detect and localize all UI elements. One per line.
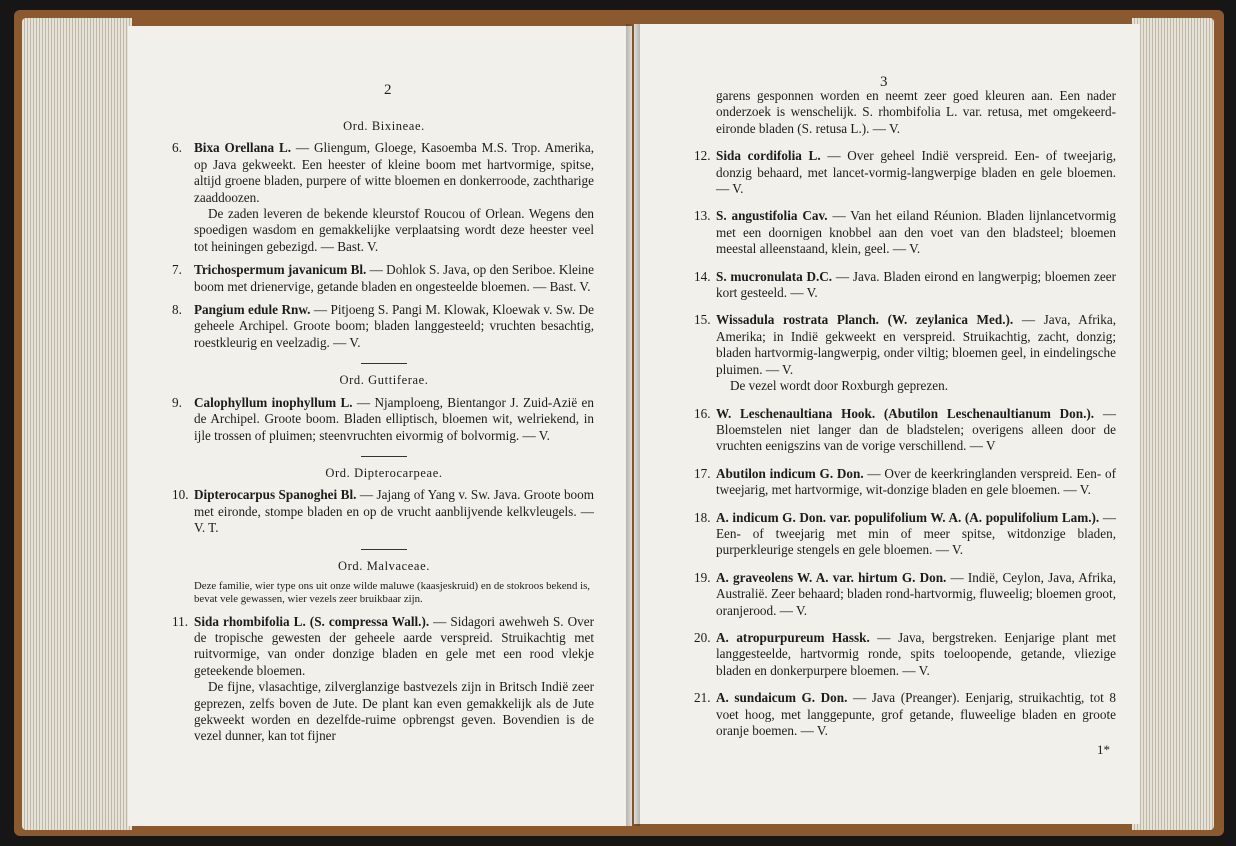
family-note: Deze familie, wier type ons uit onze wilde maluwe (kaasjeskruid) en de stokroos bekend is, bevat vele gewassen, wier vezels zeer bruikbaar zijn. [194, 579, 590, 605]
species-entry [696, 630, 1116, 679]
right-page [634, 24, 1140, 824]
species-entry [696, 148, 1116, 197]
species-name: A. indicum G. Don. var. populifolium W. A. (A. populifolium Lam.). [716, 509, 1100, 525]
order-heading: Ord. Guttiferae. [339, 373, 429, 388]
species-entry [174, 395, 594, 444]
right-entries [696, 148, 1116, 739]
entry-text: — Over geheel Indië verspreid. Een- of tweejarig, donzig behaard, met lancet-vormig-langwerpige bladen en gele bloemen. — V. [716, 148, 1116, 197]
species-name: Bixa Orellana L. [194, 140, 292, 156]
species-name: Wissadula rostrata Planch. (W. zeylanica Med.). [716, 312, 1014, 328]
species-entry [174, 487, 594, 536]
entry-text: — Sidagori awehweh S. Over de tropische gewesten der geheele aarde verspreid. Struikachtig met ruitvormige, van onder donzige bladen en gele met een rood vlekje geteekende bloemen. [194, 613, 594, 678]
entry-text: — Java (Preanger). Eenjarig, struikachtig, tot 8 voet hoog, met langgepunte, grof getande, fluweelige bladen en groote oranje boemen. — V. [716, 690, 1116, 738]
species-entry [696, 570, 1116, 619]
species-name: Abutilon indicum G. Don. [716, 465, 864, 481]
order-heading: Ord. Malvaceae. [338, 558, 430, 573]
entry-text: — Java. Bladen eirond en langwerpig; bloemen zeer kort gesteeld. — V. [716, 268, 1116, 301]
entry-number: 13. [694, 208, 711, 224]
page-edges-left [22, 18, 132, 830]
left-page-content [174, 116, 594, 752]
species-name: S. mucronulata D.C. [716, 268, 833, 284]
entry-text: — Indië, Ceylon, Java, Afrika, Australië. Zeer behaard; bladen rond-hartvormig, fluweelig; bloemen groot, oranjerood. — V. [716, 569, 1116, 618]
page-number-left: 2 [384, 82, 392, 98]
entry-text: — Bloemstelen niet langer dan de bladstelen; overigens alleen door de vruchten eenigszins van de vorige verschillend. — V [716, 405, 1116, 454]
entry-text: — Pitjoeng S. Pangi M. Klowak, Kloewak v. Sw. De geheele Archipel. Groote boom; bladen langgesteeld; vruchten besachtig, roestkleurig en veelzadig. — V. [194, 302, 595, 350]
entry-paragraph: De fijne, vlasachtige, zilverglanzige bastvezels zijn in Britsch Indië zeer geprezen, zelfs boven de Jute. De plant kan even gemakkelijk als de Jute gekweekt worden en dezelfde-ruime opbrengst geven. Bovendien is de vezel dunner, kan tot fijner [194, 679, 594, 744]
species-name: Sida cordifolia L. [716, 148, 821, 164]
section-divider [361, 456, 407, 457]
entry-number: 9. [172, 394, 182, 410]
page-edges-right [1132, 18, 1214, 830]
entry-number: 16. [694, 405, 711, 421]
species-entry [174, 262, 594, 295]
section-divider [361, 549, 407, 550]
entry-text: — Een- of tweejarig met min of meer spitse, witdonzige bladen, purperkleurige stengels en gele bloemen. — V. [716, 509, 1117, 558]
species-name: A. sundaicum G. Don. [716, 690, 848, 706]
entry-paragraph: De zaden leveren de bekende kleurstof Roucou of Orlean. Wegens den spoedigen wasdom en gemakkelijke verplaatsing wordt deze heester veel tot heiningen gebezigd. — Bast. V. [194, 206, 594, 254]
entry-text: — Java, bergstreken. Eenjarige plant met langgesteelde, hartvormig ronde, spits toeloopende, getande, vliezige bladen en donkerpurpere bloemen. — V. [716, 629, 1116, 678]
species-name: A. atropurpureum Hassk. [716, 629, 870, 645]
book-gutter [626, 24, 640, 826]
signature-mark: 1* [1097, 742, 1110, 758]
section-divider [361, 363, 407, 364]
entry-text: — Gliengum, Gloege, Kasoemba M.S. Trop. Amerika, op Java gekweekt. Een heester of kleine boom met hartvormige, spitse, altijd groene bladen, purpere of witte bloemen en donkerroode, zachtharige zaaddoozen. [194, 140, 594, 205]
species-name: Dipterocarpus Spanoghei Bl. [194, 487, 357, 503]
order-heading: Ord. Bixineae. [343, 119, 425, 133]
entry-number: 7. [172, 262, 182, 278]
species-name: Pangium edule Rnw. [194, 302, 311, 318]
entry-number: 19. [694, 569, 711, 585]
entry-text: — Over de keerkringlanden verspreid. Een- of tweejarig, met hartvormige, wit-donzige bladen en gele bloemen. — V. [716, 465, 1117, 498]
species-name: S. angustifolia Cav. [716, 208, 828, 224]
species-entry [696, 510, 1116, 559]
species-entry [174, 614, 594, 745]
entry-number: 20. [694, 629, 711, 645]
species-name: A. graveolens W. A. var. hirtum G. Don. [716, 569, 947, 585]
entry-number: 18. [694, 509, 711, 525]
entry-number: 6. [172, 140, 182, 156]
entry-text: — Van het eiland Réunion. Bladen lijnlancetvormig met een doornigen knobbel aan den voet van den bladsteel; bloemen meestal alleenstaand, klein, geel. — V. [716, 208, 1116, 257]
species-entry [174, 140, 594, 255]
entry-number: 15. [694, 312, 711, 328]
entry-paragraph: De vezel wordt door Roxburgh geprezen. [730, 378, 949, 394]
continuation-text [696, 88, 1116, 137]
species-name: Calophyllum inophyllum L. [194, 394, 353, 410]
entry-number: 14. [694, 268, 711, 284]
continuation-paragraph: garens gesponnen worden en neemt zeer goed kleuren aan. Een nader onderzoek is wenschelijk. S. rhombifolia L. var. retusa, met omgekeerd-eironde bladen (S. retusa L.). — V. [716, 88, 1116, 136]
species-name: Trichospermum javanicum Bl. [194, 262, 367, 278]
entry-number: 17. [694, 465, 711, 481]
species-entry [696, 690, 1116, 739]
species-name: Sida rhombifolia L. (S. compressa Wall.). [194, 613, 430, 629]
species-entry [174, 302, 594, 351]
species-entry [696, 312, 1116, 394]
entry-number: 21. [694, 690, 711, 706]
species-entry [696, 406, 1116, 455]
entry-text: — Njamploeng, Bientangor J. Zuid-Azië en de Archipel. Groote boom. Bladen elliptisch, bloemen wit, welriekend, in ijle trossen of pluimen; steenvruchten eivormig of bolvormig. — V. [194, 394, 594, 443]
entry-text: — Jajang of Yang v. Sw. Java. Groote boom met eironde, stompe bladen en op de vrucht aanblijvende kelkvleugels. — V. T. [194, 487, 595, 536]
order-heading: Ord. Dipterocarpeae. [325, 465, 443, 480]
species-entry [696, 466, 1116, 499]
page-number-right: 3 [880, 74, 888, 90]
species-entry [696, 208, 1116, 257]
entry-text: — Dohlok S. Java, op den Seriboe. Kleine boom met drienervige, getande bladen en ongesteelde bloemen. — Bast. V. [194, 262, 594, 294]
entry-text: — Java, Afrika, Amerika; in Indië gekweekt en verspreid. Struikachtig, zacht, donzig; bladen hartvormig-langwerpig, onder viltig; bloemen geel, in eindelingsche pluimen. — V. [716, 312, 1117, 377]
left-page [128, 26, 632, 826]
entry-number: 11. [172, 613, 188, 629]
species-entry [696, 269, 1116, 302]
entry-number: 8. [172, 302, 182, 318]
entry-number: 12. [694, 148, 711, 164]
species-name: W. Leschenaultiana Hook. (Abutilon Leschenaultianum Don.). [716, 405, 1095, 421]
right-page-content [696, 88, 1116, 759]
entry-number: 10. [172, 487, 189, 503]
